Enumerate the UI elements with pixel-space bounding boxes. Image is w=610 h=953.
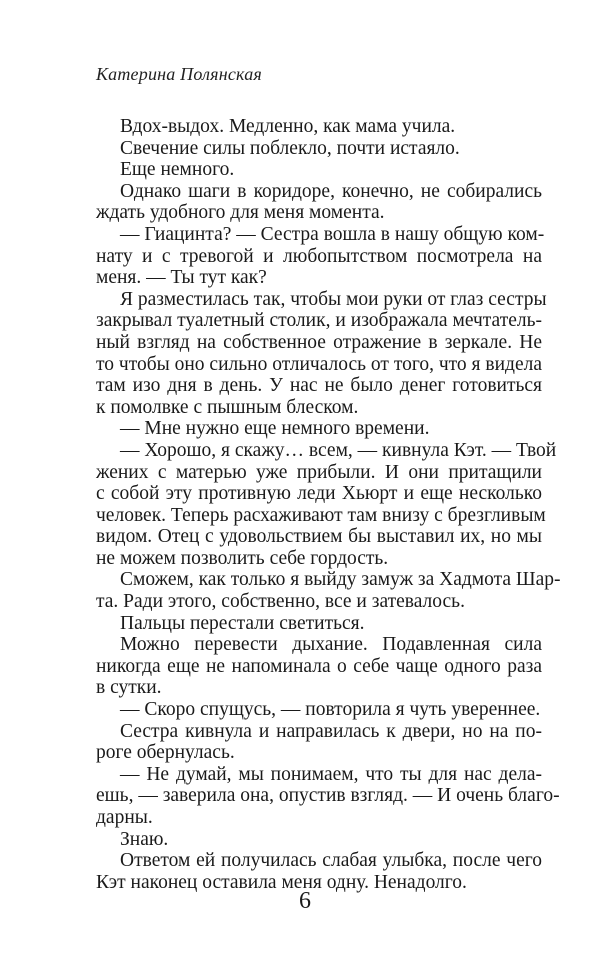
text-line: та. Ради этого, собственно, все и затевалось. [96, 591, 465, 613]
text-line: Сестра кивнула и направилась к двери, но на по- [120, 720, 542, 742]
text-line: роге обернулась. [96, 742, 235, 764]
text-line: Вдох-выдох. Медленно, как мама учила. [120, 116, 456, 137]
page-number: 6 [299, 888, 311, 914]
text-line: человек. Теперь расхаживают там внизу с брезгливым [96, 504, 546, 526]
text-line: Свечение силы поблекло, почти истаяло. [120, 137, 460, 159]
text-line: там изо дня в день. У нас не было денег готовиться [96, 375, 542, 397]
text-line: не можем позволить себе гордость. [96, 547, 389, 569]
text-line: в сутки. [96, 677, 162, 699]
text-line: ешь, — заверила она, опустив взгляд. — И очень благо- [96, 785, 560, 807]
text-line: ный взгляд на собственное отражение в зеркале. Не [96, 331, 542, 353]
text-line: Ответом ей получилась слабая улыбка, после чего [120, 850, 542, 872]
text-line: Еще немного. [120, 159, 235, 181]
text-line: ждать удобного для меня момента. [96, 202, 385, 224]
text-line: с собой эту противную леди Хьюрт и еще несколько [96, 483, 542, 505]
text-line: — Хорошо, я скажу… всем, — кивнула Кэт. — Твой [120, 439, 557, 461]
text-line: никогда еще не напоминала о себе чаще одного раза [96, 655, 542, 677]
text-line: Кэт наконец оставила меня одну. Ненадолго. [96, 871, 467, 893]
text-line: к помолвке с пышным блеском. [96, 396, 359, 418]
text-line: дарны. [96, 807, 153, 828]
text-line: Сможем, как только я выйду замуж за Хадмота Шар- [120, 569, 561, 591]
text-line: — Мне нужно еще немного времени. [120, 418, 430, 440]
text-line: — Не думай, мы понимаем, что ты для нас дела- [120, 763, 542, 785]
text-line: — Гиацинта? — Сестра вошла в нашу общую ком- [120, 223, 545, 245]
text-line: закрывал туалетный столик, и изображала мечтатель- [96, 310, 542, 332]
text-line: то чтобы оно сильно отличалось от того, что я видела [96, 353, 542, 375]
text-line: Однако шаги в коридоре, конечно, не собирались [120, 180, 542, 202]
text-line: Пальцы перестали светиться. [120, 612, 365, 634]
text-line: Знаю. [120, 828, 169, 850]
page-body-text [96, 116, 561, 893]
text-line: — Скоро спущусь, — повторила я чуть увереннее. [120, 699, 541, 721]
text-line: нату и с тревогой и любопытством посмотрела на [96, 245, 542, 267]
text-line: Можно перевести дыхание. Подавленная сила [120, 634, 542, 656]
text-line: меня. — Ты тут как? [96, 267, 267, 289]
text-line: жених с матерью уже прибыли. И они притащили [96, 461, 542, 483]
text-line: Я разместилась так, чтобы мои руки от глаз сестры [120, 288, 547, 310]
text-line: видом. Отец с удовольствием бы выставил их, но мы [96, 526, 542, 548]
running-header: Катерина Полянская [96, 64, 262, 84]
